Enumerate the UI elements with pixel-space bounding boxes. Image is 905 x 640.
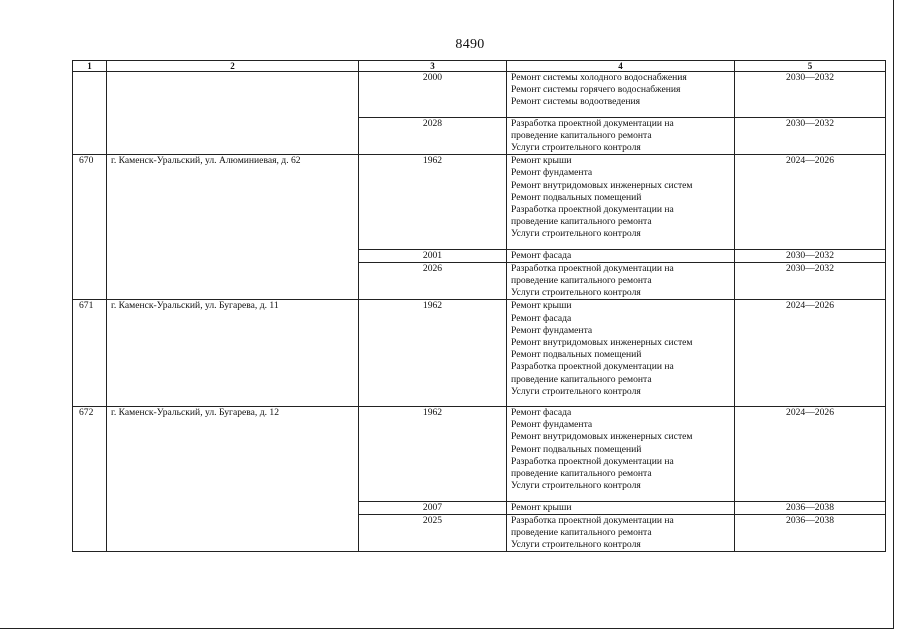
capital-repair-table [72, 60, 886, 552]
period-cell: 2036—2038 [735, 501, 886, 514]
work-item: проведение капитального ремонта [511, 216, 652, 228]
year-cell: 1962 [359, 155, 507, 249]
work-item: Ремонт подвальных помещений [511, 191, 642, 203]
work-item: Разработка проектной документации на [511, 455, 674, 467]
work-item: Ремонт фундамента [511, 419, 593, 431]
column-header: 2 [107, 61, 359, 72]
work-item: Разработка проектной документации на [511, 514, 674, 526]
work-item: проведение капитального ремонта [511, 373, 652, 385]
period-cell: 2030—2032 [735, 117, 886, 155]
row-number-cell: 672 [73, 407, 107, 552]
table-row [73, 300, 886, 407]
period-cell: 2024—2026 [735, 407, 886, 501]
work-item: Услуги строительного контроля [511, 142, 641, 154]
address-cell [107, 72, 359, 155]
work-item: Услуги строительного контроля [511, 287, 641, 299]
year-cell: 2028 [359, 117, 507, 155]
year-cell: 2001 [359, 249, 507, 262]
address-cell: г. Каменск-Уральский, ул. Бугарева, д. 11 [107, 300, 359, 407]
work-item: Разработка проектной документации на [511, 117, 674, 129]
work-item: Ремонт крыши [511, 300, 572, 312]
work-item: Ремонт крыши [511, 501, 572, 513]
period-cell: 2024—2026 [735, 155, 886, 249]
table-row [73, 155, 886, 249]
work-item: Разработка проектной документации на [511, 204, 674, 216]
work-item: Ремонт внутридомовых инженерных систем [511, 179, 693, 191]
column-header: 3 [359, 61, 507, 72]
work-item: Ремонт фасада [511, 249, 572, 261]
work-item: Ремонт системы холодного водоснабжения [511, 72, 687, 83]
work-item: Ремонт фасада [511, 312, 572, 324]
period-cell: 2036—2038 [735, 514, 886, 552]
page-number: 8490 [455, 37, 485, 52]
work-item: проведение капитального ремонта [511, 129, 652, 141]
work-item: Разработка проектной документации на [511, 262, 674, 274]
period-cell: 2030—2032 [735, 262, 886, 300]
work-item: Ремонт системы водоотведения [511, 96, 641, 108]
table-row [73, 407, 886, 501]
works-cell [507, 514, 735, 552]
row-number-cell: 670 [73, 155, 107, 300]
address-cell: г. Каменск-Уральский, ул. Бугарева, д. 12 [107, 407, 359, 552]
year-cell: 1962 [359, 407, 507, 501]
works-cell [507, 249, 735, 262]
work-item: Услуги строительного контроля [511, 385, 641, 397]
work-item: Ремонт крыши [511, 155, 572, 167]
work-item: Ремонт фасада [511, 407, 572, 419]
address-cell: г. Каменск-Уральский, ул. Алюминиевая, д. 62 [107, 155, 359, 300]
work-item: Ремонт системы горячего водоснабжения [511, 84, 681, 96]
work-item: Услуги строительного контроля [511, 480, 641, 492]
works-cell [507, 117, 735, 155]
works-cell [507, 155, 735, 249]
header-row [73, 61, 886, 72]
work-item: Ремонт фундамента [511, 167, 593, 179]
year-cell: 1962 [359, 300, 507, 407]
works-cell [507, 501, 735, 514]
work-item: проведение капитального ремонта [511, 275, 652, 287]
period-cell: 2030—2032 [735, 72, 886, 118]
year-cell: 2007 [359, 501, 507, 514]
column-header: 5 [735, 61, 886, 72]
period-cell: 2030—2032 [735, 249, 886, 262]
works-cell [507, 300, 735, 407]
works-cell [507, 407, 735, 501]
year-cell: 2025 [359, 514, 507, 552]
work-item: Ремонт подвальных помещений [511, 349, 642, 361]
table-row [73, 72, 886, 118]
work-item: Ремонт внутридомовых инженерных систем [511, 431, 693, 443]
work-item: проведение капитального ремонта [511, 526, 652, 538]
column-header: 4 [507, 61, 735, 72]
work-item: Услуги строительного контроля [511, 228, 641, 240]
work-item: проведение капитального ремонта [511, 468, 652, 480]
work-item: Услуги строительного контроля [511, 539, 641, 551]
works-cell [507, 72, 735, 118]
work-item: Разработка проектной документации на [511, 361, 674, 373]
period-cell: 2024—2026 [735, 300, 886, 407]
work-item: Ремонт внутридомовых инженерных систем [511, 337, 693, 349]
work-item: Ремонт подвальных помещений [511, 443, 642, 455]
works-cell [507, 262, 735, 300]
year-cell: 2000 [359, 72, 507, 118]
row-number-cell: 671 [73, 300, 107, 407]
column-header: 1 [73, 61, 107, 72]
work-item: Ремонт фундамента [511, 324, 593, 336]
year-cell: 2026 [359, 262, 507, 300]
row-number-cell [73, 72, 107, 155]
